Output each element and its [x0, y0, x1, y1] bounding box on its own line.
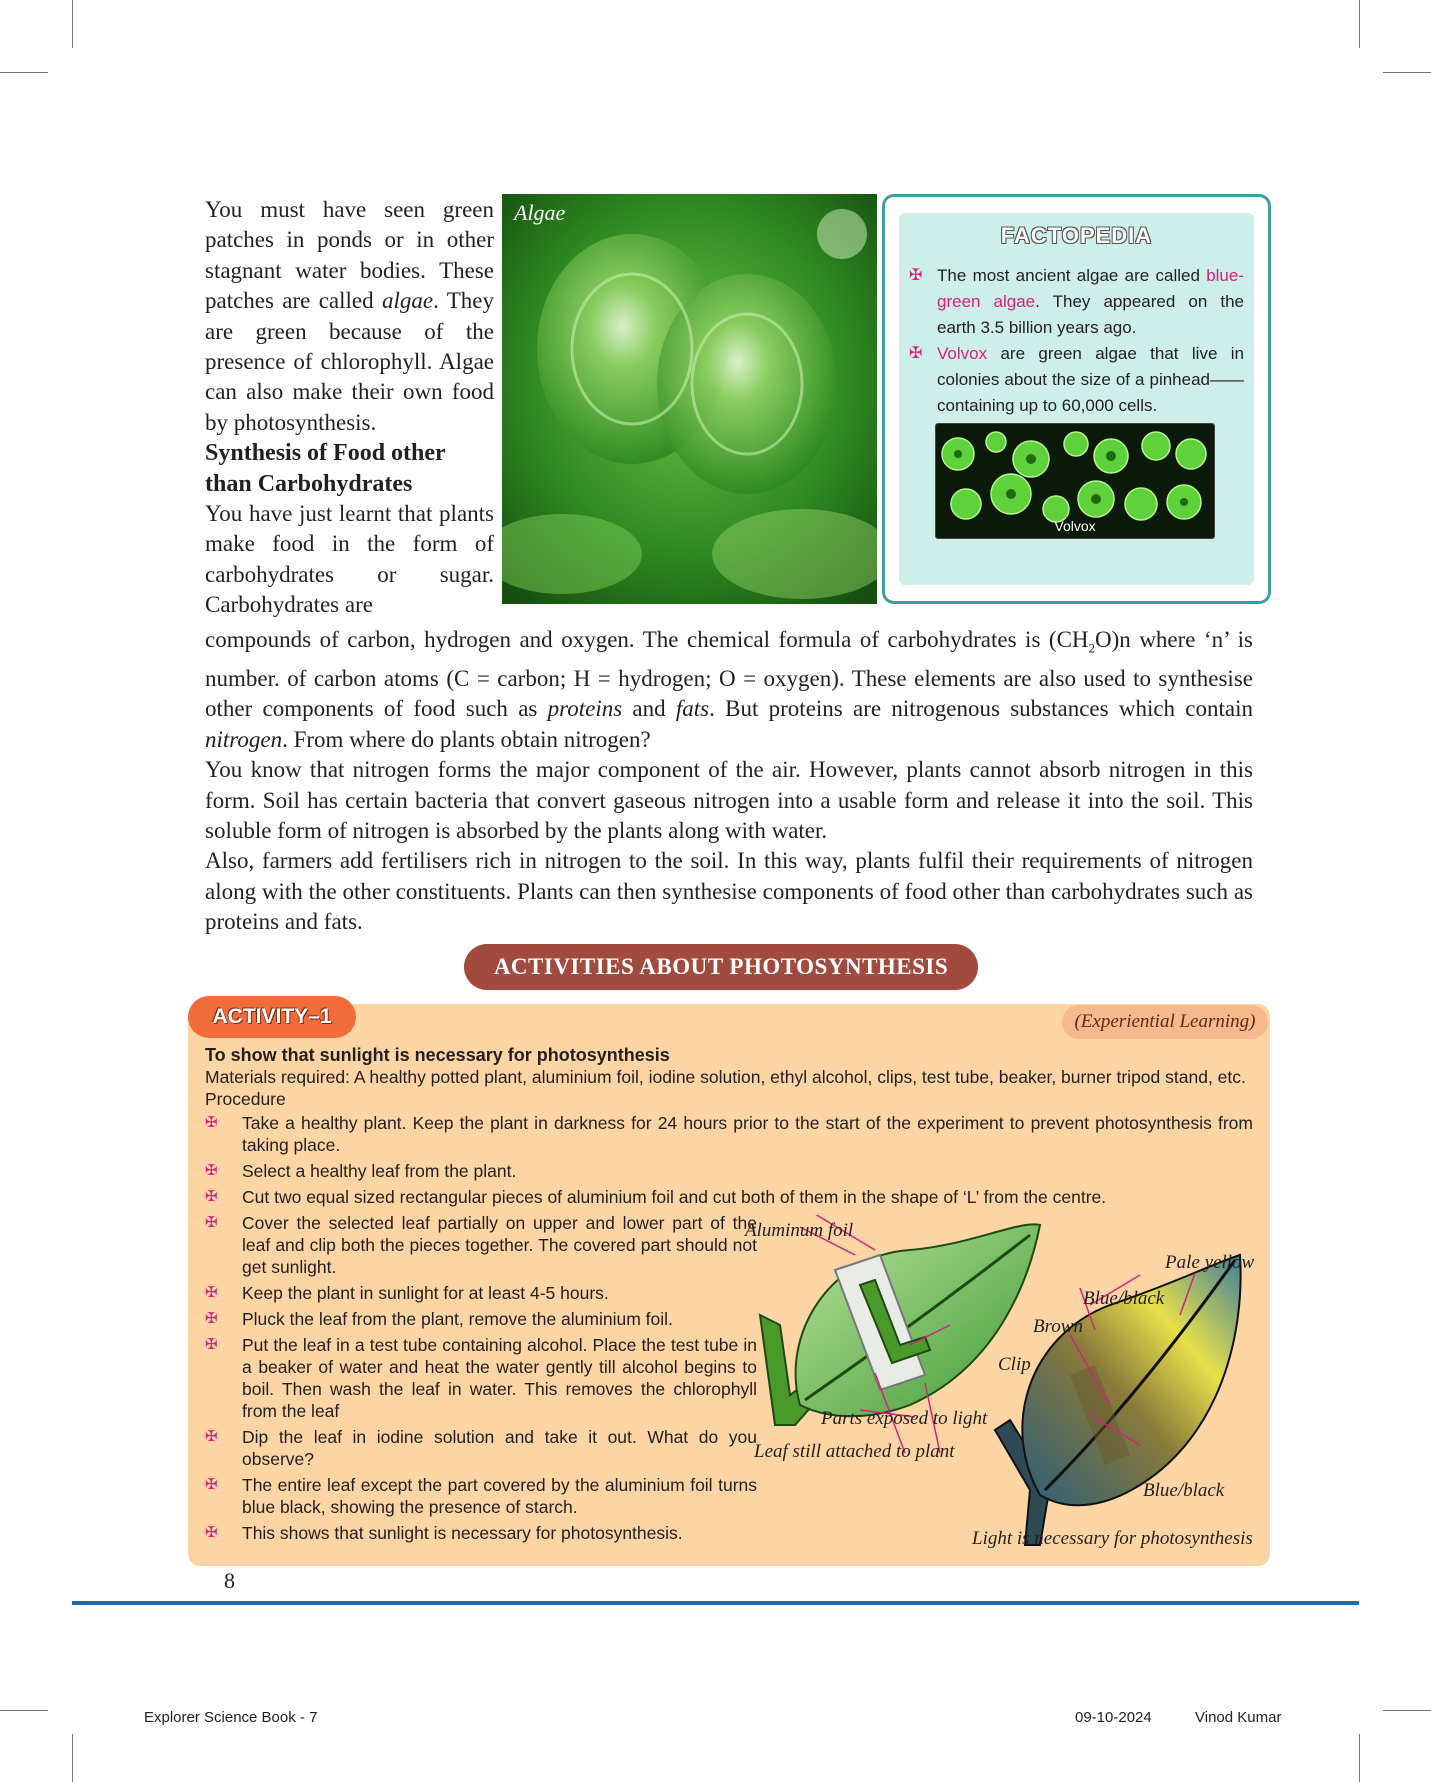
factopedia-panel — [899, 213, 1254, 585]
label-leaf-attached: Leaf still attached to plant — [754, 1441, 955, 1462]
cross-bullet-icon: ✠ — [205, 1428, 218, 1445]
cross-bullet-icon: ✠ — [205, 1188, 218, 1205]
intro-paragraph-2: You have just learnt that plants make food in the form of carbohydrates or sugar. Carbohydrates are — [205, 501, 494, 618]
factopedia-list — [909, 263, 1244, 419]
procedure-step: ✠ Cut two equal sized rectangular pieces of aluminium foil and cut both of them in the shape of ‘L’ from the centre. — [205, 1187, 1107, 1207]
activity-badge: ACTIVITY–1 — [188, 996, 356, 1038]
crop-mark — [72, 0, 73, 48]
paragraph-formula: compounds of carbon, hydrogen and oxygen. The chemical formula of carbohydrates is $(CH_2O)n$ where ‘n’ is number. of carbon atoms (C = carbon; H = hydrogen; O = oxygen). These elements are also used to synthesise other components of food such as proteins and fats. But proteins are nitrogenous substances which contain nitrogen. From where do plants obtain nitrogen? — [205, 627, 1253, 752]
crop-mark — [72, 1734, 73, 1782]
volvox-photo — [935, 423, 1215, 539]
procedure-step: ✠ Put the leaf in a test tube containing alcohol. Place the test tube in a beaker of water and heat the water gently till alcohol begins to boil. Then wash the leaf in water. This removes the chlorophyll from the leaf — [205, 1335, 757, 1421]
algae-illustration — [502, 194, 877, 604]
intro-paragraph: You must have seen green patches in ponds or in other stagnant water bodies. These patches are called algae. They are green because of the presence of chlorophyll. Algae can also make their own food by photosynthesis. — [205, 197, 495, 435]
label-brown: Brown — [1033, 1316, 1083, 1337]
footer-date: 09-10-2024 — [1075, 1709, 1152, 1726]
diagram-caption: Light is necessary for photosynthesis — [972, 1528, 1253, 1549]
procedure-step: ✠ This shows that sunlight is necessary for photosynthesis. — [205, 1523, 683, 1543]
crop-mark — [0, 72, 48, 73]
algae-label: Algae — [514, 200, 566, 225]
experiential-tag: (Experiential Learning) — [1062, 1005, 1268, 1039]
factopedia-title: FACTOPEDIA — [1000, 223, 1153, 248]
footer-author: Vinod Kumar — [1195, 1709, 1282, 1726]
label-aluminum-foil: Aluminum foil — [745, 1220, 854, 1241]
cross-bullet-icon: ✠ — [909, 267, 923, 284]
cross-bullet-icon: ✠ — [205, 1476, 218, 1493]
cross-bullet-icon: ✠ — [205, 1214, 218, 1231]
label-clip: Clip — [998, 1354, 1031, 1375]
label-blue-black-bottom: Blue/black — [1143, 1480, 1225, 1501]
procedure-step: ✠ Pluck the leaf from the plant, remove the aluminium foil. — [205, 1309, 673, 1329]
fact-item: ✠ The most ancient algae are called blue-green algae. They appeared on the earth 3.5 billion years ago. — [909, 263, 1244, 341]
cross-bullet-icon: ✠ — [205, 1284, 218, 1301]
crop-mark — [0, 1710, 48, 1711]
algae-photo — [502, 194, 877, 604]
cross-bullet-icon: ✠ — [909, 345, 923, 362]
cross-bullet-icon: ✠ — [205, 1524, 218, 1541]
cross-bullet-icon: ✠ — [205, 1310, 218, 1327]
volvox-label: Volvox — [1054, 518, 1096, 534]
cross-bullet-icon: ✠ — [205, 1162, 218, 1179]
procedure-step: ✠ Keep the plant in sunlight for at least 4-5 hours. — [205, 1283, 609, 1303]
leaf-diagram — [740, 1215, 1270, 1555]
crop-mark — [1359, 1734, 1360, 1782]
footer-book-title: Explorer Science Book - 7 — [144, 1709, 318, 1726]
factopedia-box — [882, 194, 1271, 604]
label-blue-black-top: Blue/black — [1083, 1288, 1165, 1309]
footer-rule — [72, 1601, 1359, 1605]
procedure-step: ✠ Select a healthy leaf from the plant. — [205, 1161, 517, 1181]
procedure-label: Procedure — [205, 1089, 286, 1109]
activities-title: ACTIVITIES ABOUT PHOTOSYNTHESIS — [464, 944, 978, 990]
paragraph-fertilisers: Also, farmers add fertilisers rich in nitrogen to the soil. In this way, plants fulfil their requirements of nitrogen along with the other constituents. Plants can then synthesise components of food other than carbohydrates such as proteins and fats. — [205, 848, 1253, 935]
procedure-step: ✠ Cover the selected leaf partially on upper and lower part of the leaf and clip both the pieces together. The covered part should not get sunlight. — [205, 1213, 757, 1277]
procedure-step: ✠ The entire leaf except the part covered by the aluminium foil turns blue black, showing the presence of starch. — [205, 1475, 757, 1517]
label-pale-yellow: Pale yellow — [1165, 1252, 1255, 1273]
label-parts-exposed: Parts exposed to light — [821, 1408, 988, 1429]
intro-text — [205, 195, 494, 621]
procedure-step: ✠ Dip the leaf in iodine solution and take it out. What do you observe? — [205, 1427, 757, 1469]
procedure-step: ✠ Take a healthy plant. Keep the plant in darkness for 24 hours prior to the start of the experiment to prevent photosynthesis from taking place. — [205, 1113, 1253, 1155]
crop-mark — [1359, 0, 1360, 48]
cross-bullet-icon: ✠ — [205, 1114, 218, 1131]
fact-item: ✠ Volvox are green algae that live in colonies about the size of a pinhead——containing up to 60,000 cells. — [909, 341, 1244, 419]
materials-required: Materials required: A healthy potted plant, aluminium foil, iodine solution, ethyl alcohol, clips, test tube, beaker, burner tripod stand, etc. — [205, 1067, 1246, 1087]
main-text — [205, 625, 1253, 938]
page-number: 8 — [224, 1568, 235, 1593]
cross-bullet-icon: ✠ — [205, 1336, 218, 1353]
section-heading: Synthesis of Food other than Carbohydrates — [205, 440, 446, 497]
crop-mark — [1383, 72, 1431, 73]
activity-aim: To show that sunlight is necessary for photosynthesis — [205, 1045, 670, 1065]
crop-mark — [1383, 1710, 1431, 1711]
paragraph-nitrogen: You know that nitrogen forms the major component of the air. However, plants cannot absorb nitrogen in this form. Soil has certain bacteria that convert gaseous nitrogen into a usable form and release it into the soil. This soluble form of nitrogen is absorbed by the plants along with water. — [205, 757, 1253, 844]
